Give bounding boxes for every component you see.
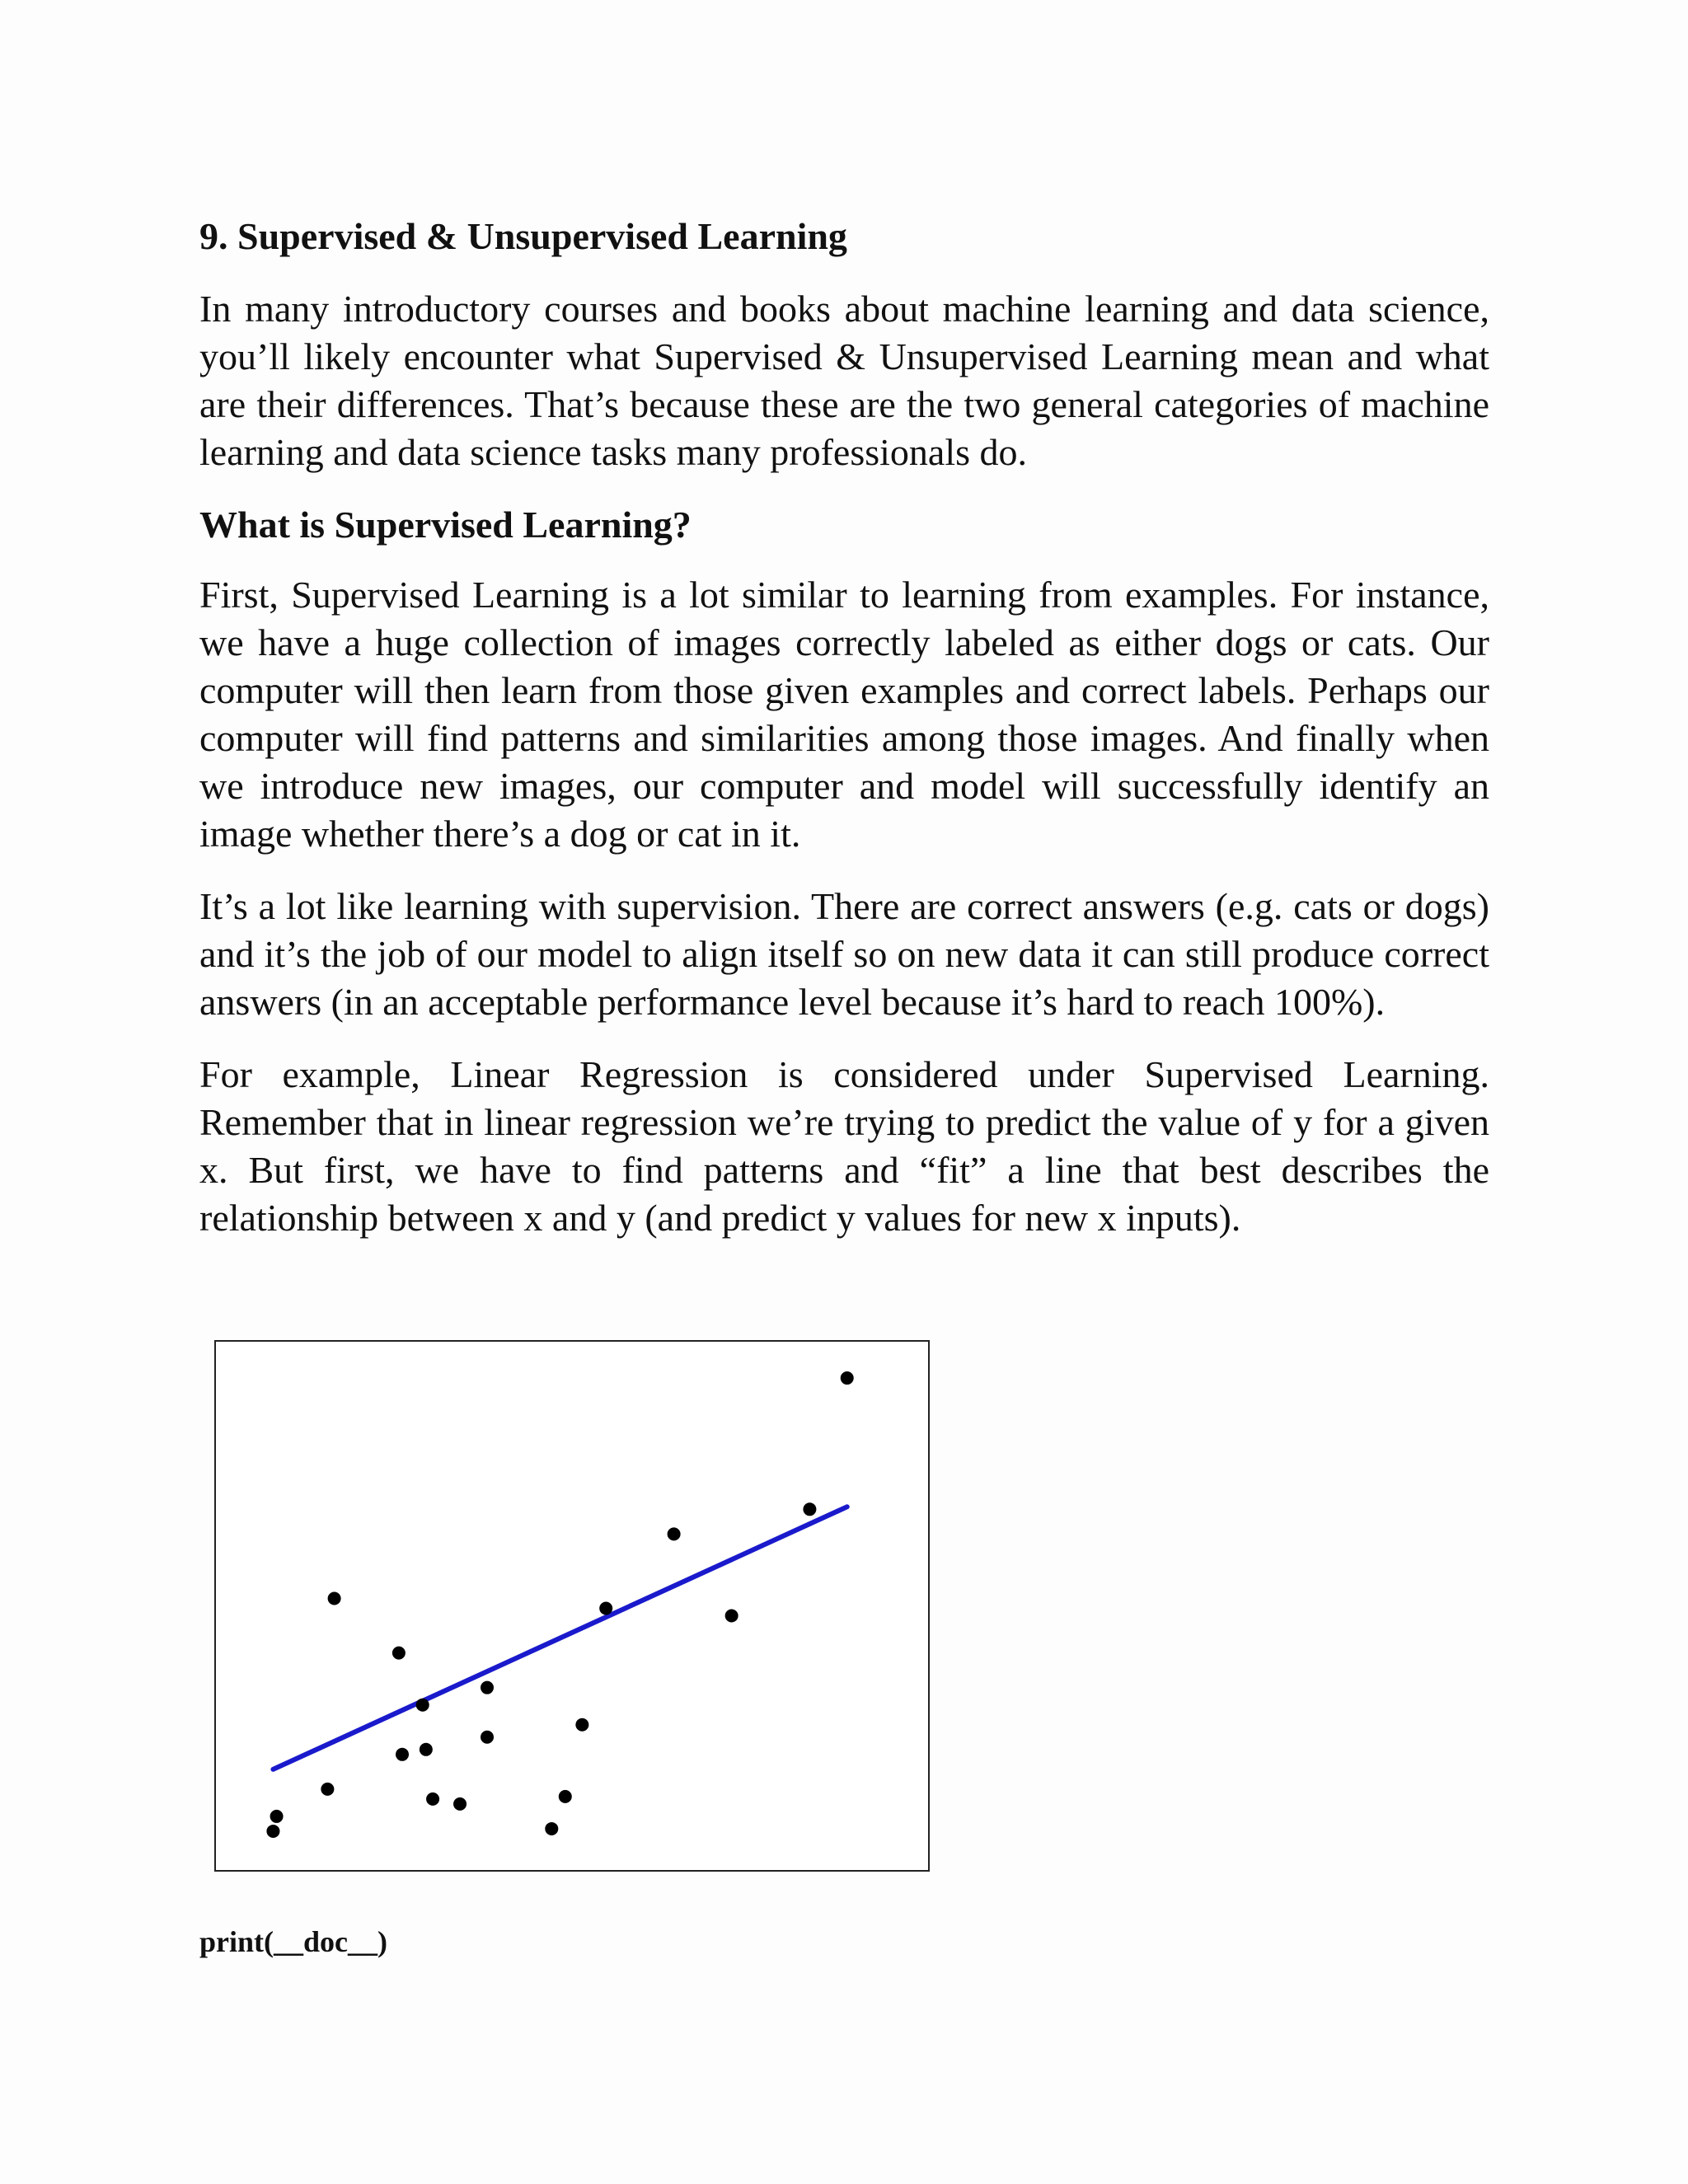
scatter-chart bbox=[216, 1342, 928, 1870]
data-point bbox=[599, 1602, 612, 1615]
paragraph-1: First, Supervised Learning is a lot similar to learning from examples. For instance, we have a huge collection of images correctly labeled as either dogs or cats. Our computer will then learn from those given examples and correct labels. Perhaps our computer will find patterns and similarities among those images. And finally when we introduce new images, our computer and model will successfully identify an image whether there’s a dog or cat in it. bbox=[199, 574, 1489, 855]
data-point bbox=[426, 1793, 439, 1806]
regression-line bbox=[273, 1507, 846, 1769]
data-point bbox=[416, 1699, 429, 1712]
paragraph-2: It’s a lot like learning with supervision. There are correct answers (e.g. cats or dogs) and it’s the job of our model to align itself so on new data it can still produce correct answers (in an acceptable performance level because it’s hard to reach 100%). bbox=[199, 885, 1489, 1023]
data-point bbox=[803, 1502, 816, 1516]
data-point bbox=[725, 1610, 738, 1623]
data-point bbox=[270, 1810, 284, 1823]
data-point bbox=[481, 1731, 494, 1744]
data-point bbox=[481, 1681, 494, 1694]
intro-paragraph: In many introductory courses and books about machine learning and data science, you’ll likely encounter what Supervised & Unsupervised Learning mean and what are their differences. That’s because these are the two general categories of machine learning and data science tasks many professionals do. bbox=[199, 287, 1489, 473]
data-point bbox=[575, 1718, 588, 1732]
section-title: 9. Supervised & Unsupervised Learning bbox=[199, 215, 847, 257]
subheading: What is Supervised Learning? bbox=[199, 503, 692, 546]
data-point bbox=[420, 1743, 433, 1756]
data-point bbox=[841, 1371, 854, 1385]
regression-figure bbox=[214, 1340, 930, 1872]
data-point bbox=[321, 1783, 334, 1796]
code-caption: print(__doc__) bbox=[199, 1925, 387, 1958]
data-point bbox=[668, 1527, 681, 1540]
document-body bbox=[199, 213, 1489, 1267]
data-point bbox=[453, 1797, 467, 1811]
data-point bbox=[392, 1647, 406, 1660]
paragraph-3: For example, Linear Regression is considered under Supervised Learning. Remember that in linear regression we’re trying to predict the value of y for a given x. But first, we have to find patterns and “fit” a line that best describes the relationship between x and y (and predict y values for new x inputs). bbox=[199, 1053, 1489, 1239]
data-point bbox=[328, 1591, 341, 1605]
data-point bbox=[545, 1822, 558, 1835]
data-point bbox=[559, 1790, 572, 1803]
data-point bbox=[266, 1825, 279, 1838]
data-point bbox=[396, 1748, 409, 1761]
data-points bbox=[266, 1371, 853, 1838]
